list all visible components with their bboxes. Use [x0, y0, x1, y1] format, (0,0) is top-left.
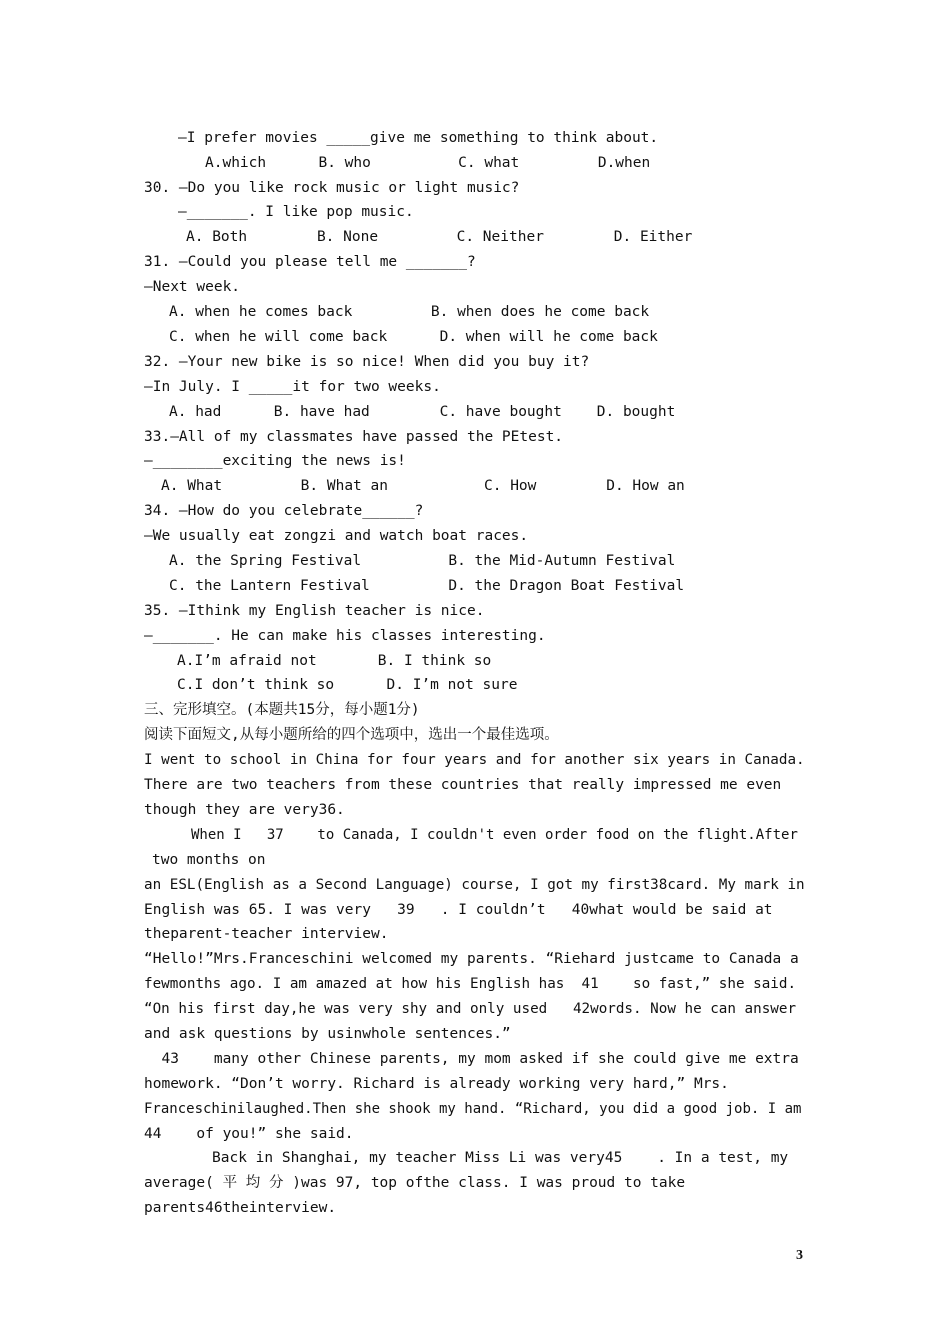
text-line: 32. —Your new bike is so nice! When did you buy it? — [144, 354, 590, 370]
text-line: A. What B. What an C. How D. How an — [161, 478, 685, 494]
passage-line: I went to school in China for four years and for another six years in Canada. — [144, 752, 805, 768]
passage-line: “On his first day,he was very shy and only used 42words. Now he can answer — [144, 1001, 797, 1017]
passage-line: homework. “Don’t worry. Richard is already working very hard,” Mrs. — [144, 1076, 729, 1092]
text-line: A.which B. who C. what D.when — [205, 155, 651, 171]
passage-line: English was 65. I was very 39 . I couldn’t 40what would be said at — [144, 902, 773, 918]
instruction-line: 阅读下面短文,从每小题所给的四个选项中，选出一个最佳选项。 — [144, 727, 559, 743]
passage-line: 44 of you!” she said. — [144, 1126, 354, 1142]
text-line: A. when he comes back B. when does he come back — [169, 304, 650, 320]
text-line: A.I’m afraid not B. I think so — [177, 653, 492, 669]
text-line: C. when he will come back D. when will he come back — [169, 329, 658, 345]
section-heading: 三、完形填空。(本题共15分，每小题1分) — [144, 702, 420, 718]
text-line: A. had B. have had C. have bought D. bought — [169, 404, 676, 420]
passage-line: Franceschinilaughed.Then she shook my hand. “Richard, you did a good job. I am — [144, 1101, 802, 1117]
text-line: 34. —How do you celebrate______? — [144, 503, 424, 519]
passage-line: parents46theinterview. — [144, 1200, 337, 1216]
passage-line: two months on — [152, 852, 266, 868]
text-line: C. the Lantern Festival D. the Dragon Boat Festival — [169, 578, 685, 594]
text-line: —_______. I like pop music. — [178, 204, 414, 220]
text-line: —_______. He can make his classes interesting. — [144, 628, 546, 644]
text-line: —I prefer movies _____give me something to think about. — [178, 130, 659, 146]
passage-line: though they are very36. — [144, 802, 345, 818]
text-line: C.I don’t think so D. I’m not sure — [177, 677, 518, 693]
text-line: —We usually eat zongzi and watch boat races. — [144, 528, 529, 544]
text-line: —Next week. — [144, 279, 241, 295]
passage-line: average( 平 均 分 )was 97, top ofthe class. I was proud to take — [144, 1175, 686, 1191]
passage-line: There are two teachers from these countries that really impressed me even — [144, 777, 782, 793]
text-line: —In July. I _____it for two weeks. — [144, 379, 441, 395]
passage-line: 43 many other Chinese parents, my mom asked if she could give me extra — [144, 1051, 799, 1067]
passage-line: Back in Shanghai, my teacher Miss Li was very45 . In a test, my — [212, 1150, 789, 1166]
passage-line: fewmonths ago. I am amazed at how his English has 41 so fast,” she said. — [144, 976, 797, 992]
text-line: A. the Spring Festival B. the Mid-Autumn Festival — [169, 553, 676, 569]
passage-line: theparent-teacher interview. — [144, 926, 389, 942]
text-line: 31. —Could you please tell me _______? — [144, 254, 476, 270]
passage-line: When I 37 to Canada, I couldn't even order food on the flight.After — [191, 827, 798, 843]
passage-line: and ask questions by usinwhole sentences.” — [144, 1026, 511, 1042]
text-line: 30. —Do you like rock music or light music? — [144, 180, 520, 196]
text-line: A. Both B. None C. Neither D. Either — [186, 229, 693, 245]
text-line: —________exciting the news is! — [144, 453, 406, 469]
passage-line: “Hello!”Mrs.Franceschini welcomed my parents. “Riehard justcame to Canada a — [144, 951, 799, 967]
text-line: 35. —Ithink my English teacher is nice. — [144, 603, 485, 619]
page-number: 3 — [796, 1248, 803, 1263]
text-line: 33.—All of my classmates have passed the PEtest. — [144, 429, 564, 445]
passage-line: an ESL(English as a Second Language) course, I got my first38card. My mark in — [144, 877, 805, 893]
